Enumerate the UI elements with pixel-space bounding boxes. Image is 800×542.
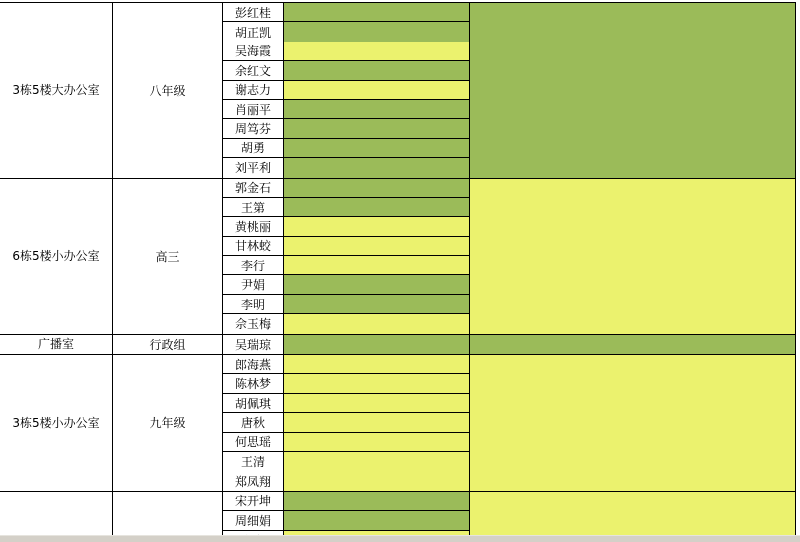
table-row xyxy=(223,374,470,393)
table-row xyxy=(223,511,470,530)
table-row xyxy=(223,275,470,294)
table-row xyxy=(223,119,470,138)
table-row xyxy=(223,158,470,177)
teacher-name-cell[interactable]: 陈林梦 xyxy=(223,374,284,392)
table-row xyxy=(223,394,470,413)
table-row xyxy=(223,355,470,374)
teacher-name-cell[interactable]: 佘玉梅 xyxy=(223,314,284,333)
table-row xyxy=(223,433,470,452)
room-cell[interactable]: 6栋5楼小办公室 xyxy=(0,179,113,334)
status-cell-narrow[interactable] xyxy=(284,256,470,274)
teacher-name-cell[interactable]: 吴海霞 xyxy=(223,42,284,60)
table-row xyxy=(223,314,470,333)
table-row xyxy=(223,492,470,511)
group-cell[interactable]: 九年级 xyxy=(113,355,223,491)
teacher-name-cell[interactable]: 王清 xyxy=(223,452,284,471)
teacher-name-cell[interactable]: 黄桃丽 xyxy=(223,217,284,235)
table-row xyxy=(223,413,470,432)
table-row xyxy=(223,61,470,80)
table-row xyxy=(223,3,470,22)
office-section xyxy=(0,179,796,335)
teacher-name-cell[interactable]: 肖丽平 xyxy=(223,100,284,118)
teacher-name-cell[interactable]: 吴瑞琼 xyxy=(223,335,284,354)
table-row xyxy=(223,471,470,490)
status-cell-narrow[interactable] xyxy=(284,237,470,255)
table-row xyxy=(223,217,470,236)
status-cell-narrow[interactable] xyxy=(284,139,470,157)
status-cell-narrow[interactable] xyxy=(284,179,470,197)
duty-roster-table xyxy=(0,2,796,542)
table-row xyxy=(223,179,470,198)
table-row xyxy=(223,100,470,119)
teacher-name-cell[interactable]: 周细娟 xyxy=(223,511,284,529)
name-rows xyxy=(223,3,470,178)
status-cell-narrow[interactable] xyxy=(284,3,470,21)
group-cell[interactable]: 高三 xyxy=(113,179,223,334)
status-cell-narrow[interactable] xyxy=(284,100,470,118)
table-row xyxy=(223,452,470,471)
name-rows xyxy=(223,355,470,491)
status-cell-narrow[interactable] xyxy=(284,158,470,177)
teacher-name-cell[interactable]: 郎海燕 xyxy=(223,355,284,373)
table-row xyxy=(223,198,470,217)
teacher-name-cell[interactable]: 胡正凯 xyxy=(223,22,284,41)
status-cell-narrow[interactable] xyxy=(284,413,470,431)
room-cell[interactable]: 广播室 xyxy=(0,335,113,354)
status-cell-narrow[interactable] xyxy=(284,355,470,373)
table-row xyxy=(223,42,470,61)
teacher-name-cell[interactable]: 余红文 xyxy=(223,61,284,79)
table-row xyxy=(223,22,470,41)
table-row xyxy=(223,295,470,314)
status-cell-narrow[interactable] xyxy=(284,61,470,79)
status-cell-narrow[interactable] xyxy=(284,119,470,137)
teacher-name-cell[interactable]: 李行 xyxy=(223,256,284,274)
status-cell-narrow[interactable] xyxy=(284,452,470,471)
status-cell-narrow[interactable] xyxy=(284,433,470,451)
status-cell-wide[interactable] xyxy=(470,355,796,491)
status-cell-narrow[interactable] xyxy=(284,511,470,529)
name-rows xyxy=(223,179,470,334)
teacher-name-cell[interactable]: 谢志力 xyxy=(223,81,284,99)
teacher-name-cell[interactable]: 宋开坤 xyxy=(223,492,284,510)
group-cell[interactable]: 行政组 xyxy=(113,335,223,354)
teacher-name-cell[interactable]: 周笃芬 xyxy=(223,119,284,137)
teacher-name-cell[interactable]: 刘平利 xyxy=(223,158,284,177)
table-row xyxy=(223,335,470,354)
status-cell-narrow[interactable] xyxy=(284,42,470,60)
status-cell-narrow[interactable] xyxy=(284,81,470,99)
status-cell-narrow[interactable] xyxy=(284,22,470,41)
teacher-name-cell[interactable]: 尹娟 xyxy=(223,275,284,293)
status-cell-narrow[interactable] xyxy=(284,471,470,490)
teacher-name-cell[interactable]: 甘林蛟 xyxy=(223,237,284,255)
status-cell-narrow[interactable] xyxy=(284,335,470,354)
teacher-name-cell[interactable]: 唐秋 xyxy=(223,413,284,431)
status-cell-narrow[interactable] xyxy=(284,492,470,510)
teacher-name-cell[interactable]: 胡佩琪 xyxy=(223,394,284,412)
table-row xyxy=(223,237,470,256)
status-cell-wide[interactable] xyxy=(470,179,796,334)
status-cell-narrow[interactable] xyxy=(284,394,470,412)
teacher-name-cell[interactable]: 郑凤翔 xyxy=(223,471,284,490)
table-row xyxy=(223,81,470,100)
teacher-name-cell[interactable]: 郭金石 xyxy=(223,179,284,197)
teacher-name-cell[interactable]: 彭红桂 xyxy=(223,3,284,21)
window-bottom-edge xyxy=(0,535,800,542)
status-cell-narrow[interactable] xyxy=(284,198,470,216)
name-rows xyxy=(223,335,470,354)
teacher-name-cell[interactable]: 李明 xyxy=(223,295,284,313)
status-cell-narrow[interactable] xyxy=(284,275,470,293)
teacher-name-cell[interactable]: 胡勇 xyxy=(223,139,284,157)
teacher-name-cell[interactable]: 王第 xyxy=(223,198,284,216)
table-row xyxy=(223,256,470,275)
status-cell-narrow[interactable] xyxy=(284,295,470,313)
group-cell[interactable]: 八年级 xyxy=(113,3,223,178)
office-section xyxy=(0,335,796,355)
status-cell-narrow[interactable] xyxy=(284,314,470,333)
office-section xyxy=(0,355,796,492)
room-cell[interactable]: 3栋5楼大办公室 xyxy=(0,3,113,178)
office-section xyxy=(0,3,796,179)
room-cell[interactable]: 3栋5楼小办公室 xyxy=(0,355,113,491)
table-row xyxy=(223,139,470,158)
status-cell-narrow[interactable] xyxy=(284,374,470,392)
status-cell-wide[interactable] xyxy=(470,335,796,354)
status-cell-narrow[interactable] xyxy=(284,217,470,235)
status-cell-wide[interactable] xyxy=(470,3,796,178)
teacher-name-cell[interactable]: 何思瑶 xyxy=(223,433,284,451)
